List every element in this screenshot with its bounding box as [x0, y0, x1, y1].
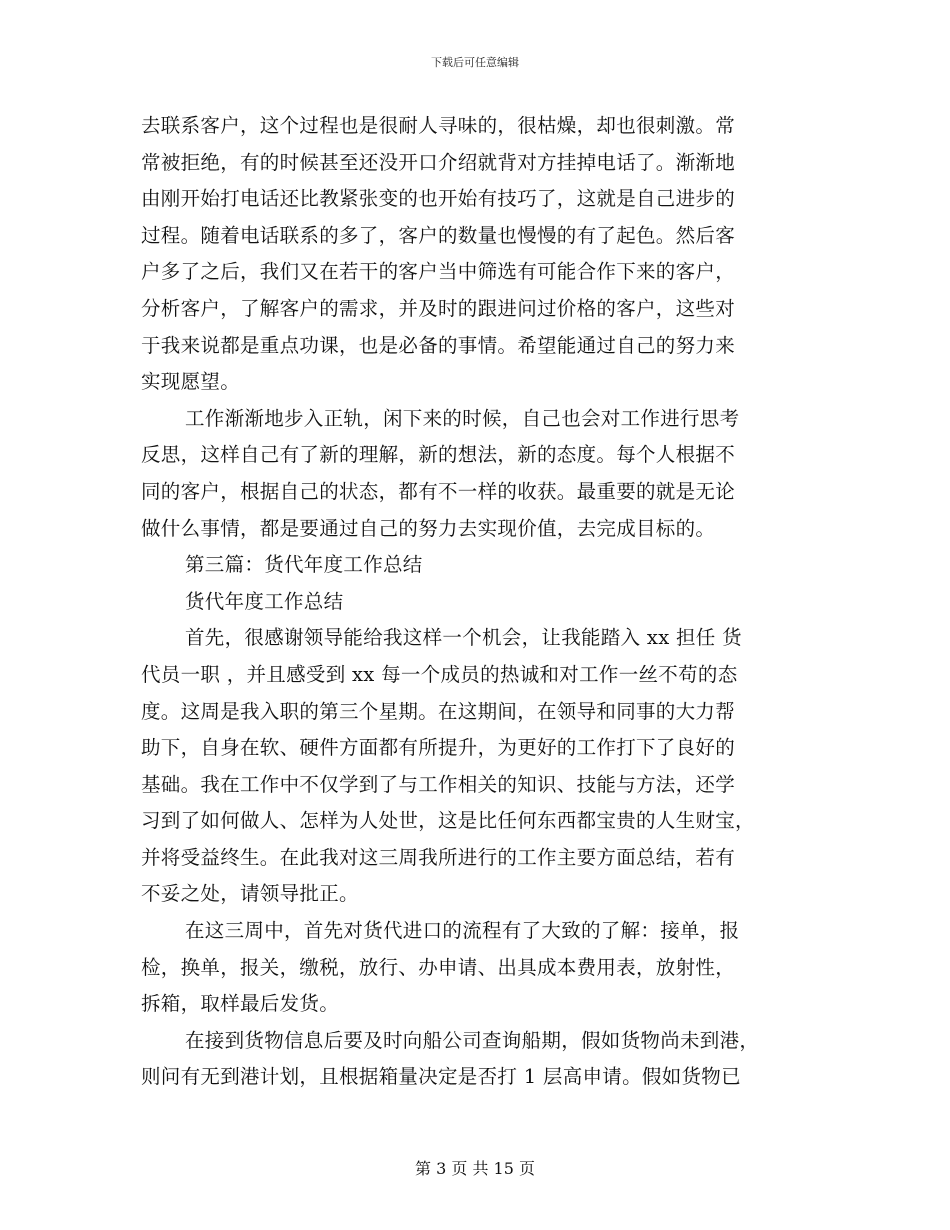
text-line: 拆箱，取样最后发货。 [141, 992, 340, 1016]
text-line: 同的客户，根据自己的状态，都有不一样的收获。最重要的就是无论 [141, 479, 736, 503]
text-line: 不妥之处，请领导批正。 [141, 882, 359, 906]
text-line: 度。这周是我入职的第三个星期。在这期间，在领导和同事的大力帮 [141, 699, 736, 723]
text-line: 分析客户，了解客户的需求，并及时的跟进问过价格的客户，这些对 [141, 296, 736, 320]
text-line: 实现愿望。 [141, 370, 241, 394]
text-line: 去联系客户，这个过程也是很耐人寻味的，很枯燥，却也很刺激。常 [141, 114, 736, 137]
text-line: 在接到货物信息后要及时向船公司查询船期，假如货物尚未到港， [185, 1028, 760, 1052]
text-line: 户多了之后，我们又在若干的客户当中筛选有可能合作下来的客户， [141, 260, 736, 284]
text-line: 常被拒绝，有的时候甚至还没开口介绍就背对方挂掉电话了。渐渐地 [141, 150, 736, 174]
text-line: 于我来说都是重点功课，也是必备的事情。希望能通过自己的努力来 [141, 333, 736, 357]
page-header: 下载后可任意编辑 [431, 56, 519, 69]
text-line: 在这三周中，首先对货代进口的流程有了大致的了解：接单，报 [185, 919, 740, 943]
text-line: 反思，这样自己有了新的理解，新的想法，新的态度。每个人根据不 [141, 443, 736, 467]
document-body [141, 108, 802, 1096]
text-line: 首先，很感谢领导能给我这样一个机会，让我能踏入 xx 担任 货 [185, 626, 742, 650]
page-footer: 第 3 页 共 15 页 [415, 1159, 535, 1178]
text-line: 检，换单，报关，缴税，放行、办申请、出具成本费用表，放射性， [141, 955, 736, 979]
text-line: 基础。我在工作中不仅学到了与工作相关的知识、技能与方法，还学 [141, 772, 736, 796]
text-line: 则问有无到港计划，且根据箱量决定是否打 1 层高申请。假如货物已 [141, 1065, 741, 1089]
text-line: 由刚开始打电话还比教紧张变的也开始有技巧了，这就是自己进步的 [141, 187, 736, 211]
text-line: 习到了如何做人、怎样为人处世，这是比任何东西都宝贵的人生财宝， [141, 809, 755, 833]
text-line: 助下，自身在软、硬件方面都有所提升，为更好的工作打下了良好的 [141, 736, 736, 760]
text-line: 货代年度工作总结 [185, 589, 344, 613]
text-line: 工作渐渐地步入正轨，闲下来的时候，自己也会对工作进行思考 [185, 406, 740, 430]
text-line: 做什么事情，都是要通过自己的努力去实现价值，去完成目标的。 [141, 516, 716, 540]
text-line: 代员一职 ，并且感受到 xx 每一个成员的热诚和对工作一丝不苟的态 [141, 662, 738, 686]
text-line: 过程。随着电话联系的多了，客户的数量也慢慢的有了起色。然后客 [141, 223, 736, 247]
text-line: 第三篇：货代年度工作总结 [185, 553, 423, 577]
text-line: 并将受益终生。在此我对这三周我所进行的工作主要方面总结，若有 [141, 845, 736, 869]
